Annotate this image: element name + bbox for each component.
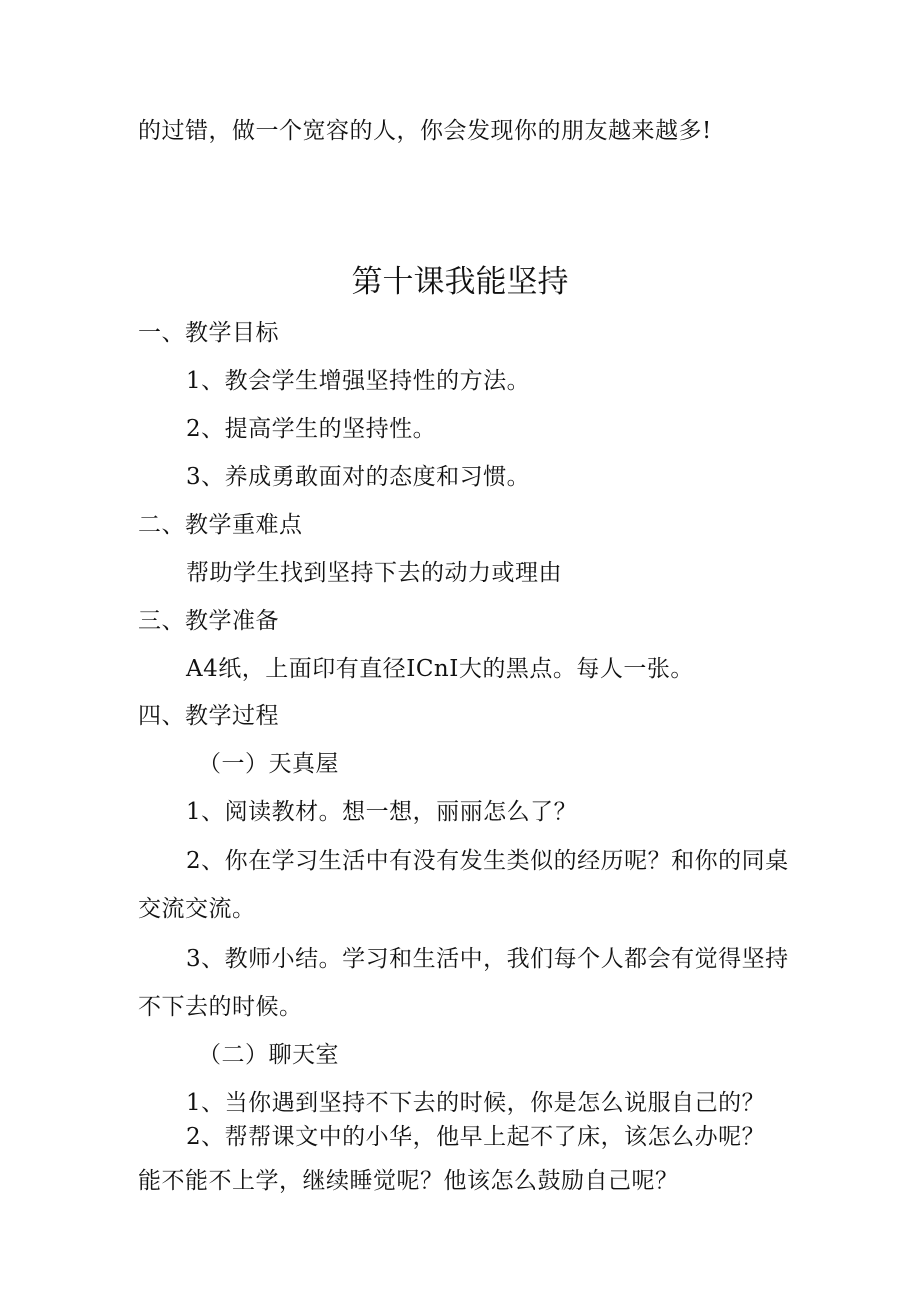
section-heading-key-points: 二、教学重难点 [138, 512, 303, 538]
process-item-3-line-2: 不下去的时候。 [138, 994, 303, 1020]
subsection-heading-tianzhenwu: （一）天真屋 [198, 751, 339, 777]
process-item-2-line-2: 交流交流。 [138, 896, 256, 922]
subsection-heading-liaotianshi: （二）聊天室 [198, 1042, 339, 1068]
objective-item-2: 2、提高学生的坚持性。 [186, 416, 437, 442]
chat-item-2-line-1: 2、帮帮课文中的小华，他早上起不了床，该怎么办呢？ [186, 1124, 766, 1150]
process-item-2-line-1: 2、你在学习生活中有没有发生类似的经历呢？和你的同桌 [186, 848, 789, 874]
preparation-text: A4纸，上面印有直径ICnI大的黑点。每人一张。 [186, 656, 694, 682]
process-item-1: 1、阅读教材。想一想，丽丽怎么了？ [186, 799, 578, 825]
key-points-text: 帮助学生找到坚持下去的动力或理由 [186, 560, 562, 586]
section-heading-preparation: 三、教学准备 [138, 608, 279, 634]
carryover-paragraph: 的过错，做一个宽容的人，你会发现你的朋友越来越多! [138, 118, 712, 144]
objective-item-3: 3、养成勇敢面对的态度和习惯。 [186, 464, 531, 490]
chat-item-1: 1、当你遇到坚持不下去的时候，你是怎么说服自己的？ [186, 1090, 766, 1116]
section-heading-objectives: 一、教学目标 [138, 320, 279, 346]
chat-item-2-line-2: 能不能不上学，继续睡觉呢？他该怎么鼓励自己呢？ [138, 1168, 679, 1194]
section-heading-process: 四、教学过程 [138, 703, 279, 729]
process-item-3-line-1: 3、教师小结。学习和生活中，我们每个人都会有觉得坚持 [186, 946, 789, 972]
lesson-title: 第十课我能坚持 [351, 264, 569, 300]
objective-item-1: 1、教会学生增强坚持性的方法。 [186, 368, 531, 394]
